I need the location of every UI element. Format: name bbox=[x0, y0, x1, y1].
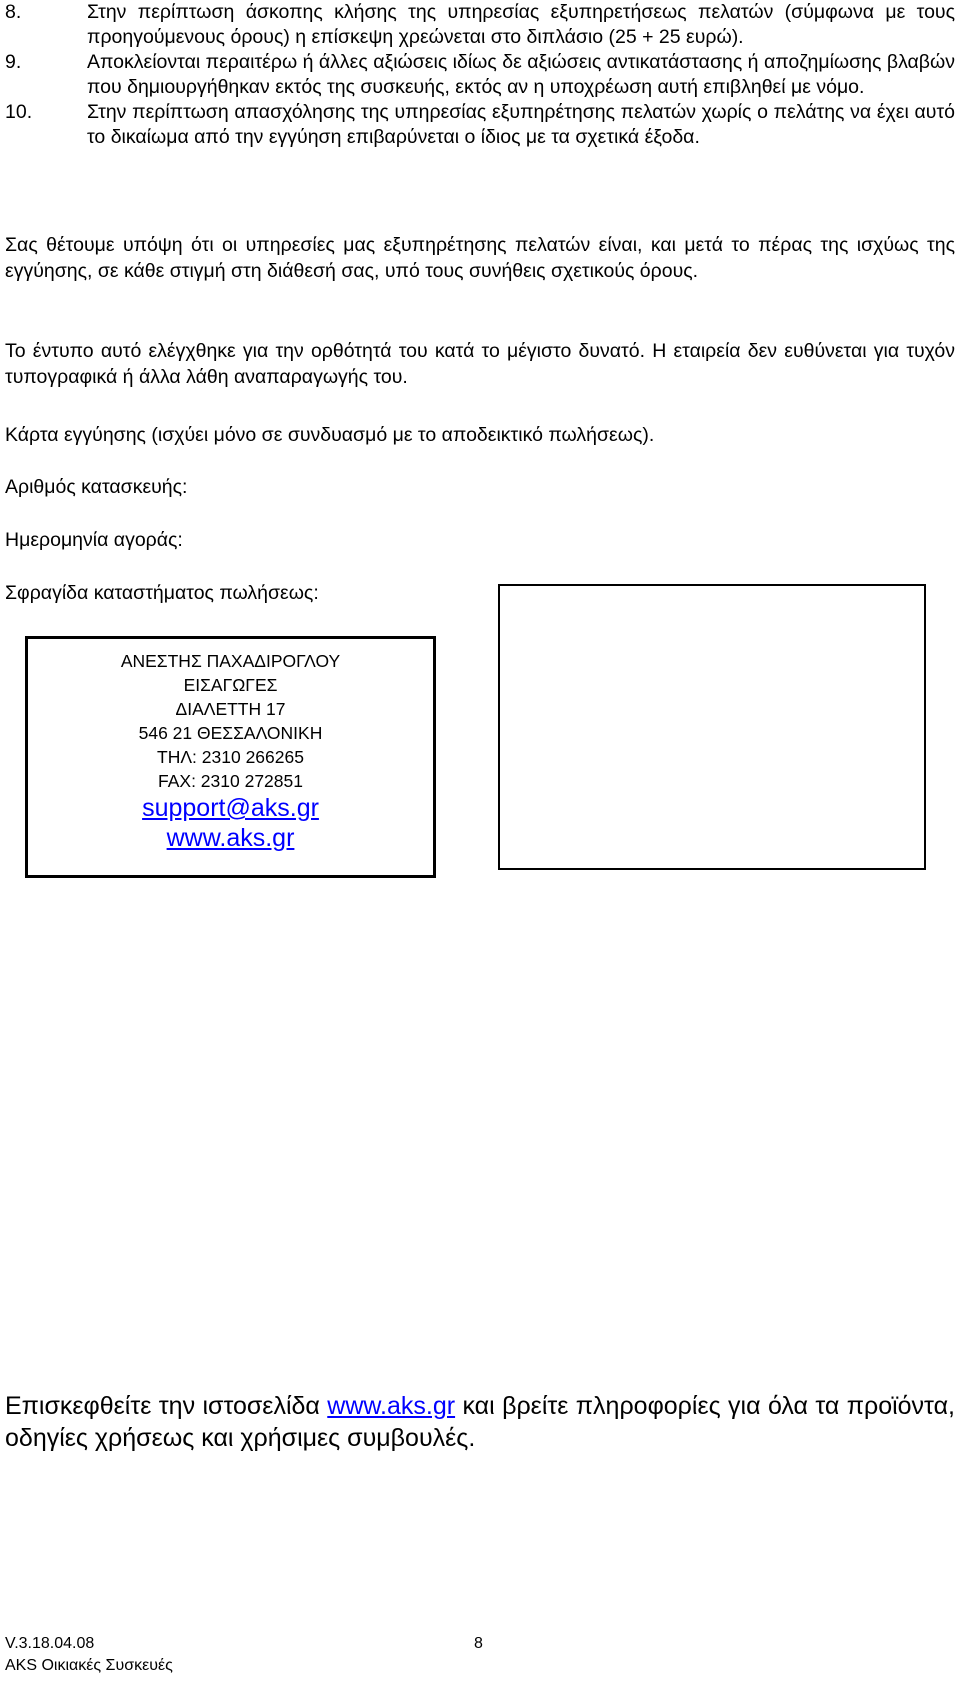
company-type: ΕΙΣΑΓΩΓΕΣ bbox=[183, 675, 278, 695]
warranty-terms-list bbox=[5, 0, 955, 150]
company-city: 546 21 ΘΕΣΣΑΛΟΝΙΚΗ bbox=[138, 723, 323, 743]
promo-website-link[interactable]: www.aks.gr bbox=[327, 1392, 456, 1420]
serial-number-label: Αριθμός κατασκευής: bbox=[5, 476, 188, 498]
promo-text-before: Επισκεφθείτε την ιστοσελίδα bbox=[5, 1392, 328, 1420]
company-name: ΑΝΕΣΤΗΣ ΠΑΧΑΔΙΡΟΓΛΟΥ bbox=[120, 651, 341, 671]
company-phone: ΤΗΛ: 2310 266265 bbox=[157, 747, 304, 767]
purchase-date-label: Ημερομηνία αγοράς: bbox=[5, 529, 183, 551]
warranty-card-title: Κάρτα εγγύησης (ισχύει μόνο σε συνδυασμό με το αποδεικτικό πωλήσεως). bbox=[5, 424, 655, 446]
term-text: Αποκλείονται περαιτέρω ή άλλες αξιώσεις ιδίως δε αξιώσεις αντικατάστασης ή αποζημίωσης βλαβών που δημιουργήθηκαν εκτός της συσκευής, εκτός αν η υποχρέωση αυτή επιβληθεί με νόμο. bbox=[87, 51, 955, 98]
term-text: Στην περίπτωση άσκοπης κλήσης της υπηρεσίας εξυπηρετήσεως πελατών (σύμφωνα με τους προηγούμενους όρους) η επίσκεψη χρεώνεται στο διπλάσιο (25 + 25 ευρώ). bbox=[87, 1, 955, 48]
company-street: ΔΙΑΛΕΤΤΗ 17 bbox=[175, 699, 286, 719]
warranty-term-8 bbox=[5, 0, 955, 50]
store-stamp-box bbox=[498, 584, 926, 870]
warranty-term-10 bbox=[5, 100, 955, 150]
company-website-link[interactable]: www.aks.gr bbox=[166, 824, 295, 852]
website-promo-paragraph bbox=[5, 1390, 955, 1454]
errors-disclaimer-paragraph: Το έντυπο αυτό ελέγχθηκε για την ορθότητά του κατά το μέγιστο δυνατό. Η εταιρεία δεν ευθύνεται για τυχόν τυπογραφικά ή άλλα λάθη αναπαραγωγής του. bbox=[5, 340, 955, 388]
term-number: 8. bbox=[5, 1, 22, 23]
footer-version: V.3.18.04.08 bbox=[5, 1635, 95, 1652]
promo-text-after: και βρείτε πληροφορίες για όλα τα προϊόντα, οδηγίες χρήσεως και χρήσιμες συμβουλές. bbox=[5, 1392, 955, 1452]
term-text: Στην περίπτωση απασχόλησης της υπηρεσίας εξυπηρέτησης πελατών χωρίς ο πελάτης να έχει αυτό το δικαίωμα από την εγγύηση επιβαρύνεται ο ίδιος με τα σχετικά έξοδα. bbox=[87, 101, 955, 148]
term-number: 9. bbox=[5, 51, 22, 73]
page-number: 8 bbox=[474, 1635, 483, 1652]
footer-company: AKS Οικιακές Συσκευές bbox=[5, 1657, 173, 1674]
store-stamp-label: Σφραγίδα καταστήματος πωλήσεως: bbox=[5, 582, 319, 604]
term-number: 10. bbox=[5, 101, 33, 123]
warranty-term-9 bbox=[5, 50, 955, 100]
service-notice-paragraph: Σας θέτουμε υπόψη ότι οι υπηρεσίες μας εξυπηρέτησης πελατών είναι, και μετά το πέρας της ισχύως της εγγύησης, σε κάθε στιγμή στη διάθεσή σας, υπό τους συνήθεις σχετικούς όρους. bbox=[5, 234, 955, 282]
company-email-link[interactable]: support@aks.gr bbox=[142, 794, 319, 822]
company-fax: FAX: 2310 272851 bbox=[158, 771, 303, 791]
company-contact-box bbox=[25, 636, 436, 878]
